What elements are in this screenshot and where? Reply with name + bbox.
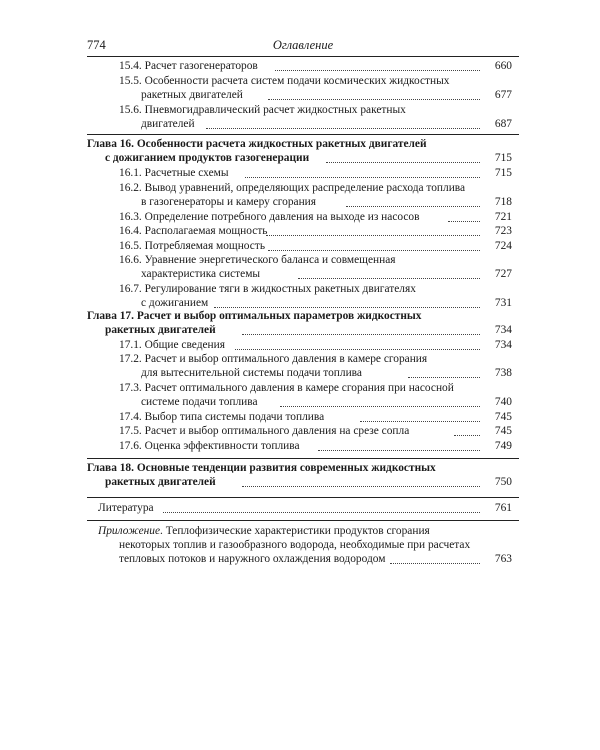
- header-rule: [87, 56, 519, 57]
- toc-page: 734: [494, 339, 512, 351]
- leader-dots: [242, 334, 480, 335]
- toc-chapter-18-cont: ракетных двигателей: [105, 476, 216, 488]
- toc-entry-17-4: 17.4. Выбор типа системы подачи топлива: [119, 411, 325, 423]
- toc-page: 724: [494, 240, 512, 252]
- toc-entry-15-5: 15.5. Особенности расчета систем подачи космических жидкостных: [119, 75, 450, 87]
- toc-appendix: [98, 524, 430, 538]
- running-header: [87, 38, 519, 54]
- leader-dots: [214, 307, 480, 308]
- toc-chapter-16: Глава 16. Особенности расчета жидкостных ракетных двигателей: [87, 138, 427, 150]
- leader-dots: [235, 349, 480, 350]
- toc-page: 745: [494, 411, 512, 423]
- leader-dots: [268, 250, 480, 251]
- toc-entry-16-5: 16.5. Потребляемая мощность: [119, 240, 266, 252]
- section-separator: [87, 458, 519, 459]
- toc-entry-17-3: 17.3. Расчет оптимального давления в камере сгорания при насосной: [119, 382, 454, 394]
- leader-dots: [318, 450, 480, 451]
- toc-page: 761: [494, 502, 512, 514]
- toc-entry-15-4: 15.4. Расчет газогенераторов: [119, 60, 258, 72]
- toc-literature: Литература: [98, 502, 154, 514]
- toc-page: 745: [494, 425, 512, 437]
- toc-entry-16-7: 16.7. Регулирование тяги в жидкостных ракетных двигателях: [119, 283, 416, 295]
- toc-page: 718: [494, 196, 512, 208]
- toc-entry-16-7-cont: с дожиганием: [141, 297, 209, 309]
- toc-page: 740: [494, 396, 512, 408]
- leader-dots: [206, 128, 480, 129]
- toc-entry-17-1: 17.1. Общие сведения: [119, 339, 225, 351]
- toc-page: 660: [494, 60, 512, 72]
- toc-entry-17-2: 17.2. Расчет и выбор оптимального давления в камере сгорания: [119, 353, 428, 365]
- leader-dots: [242, 486, 480, 487]
- appendix-title: . Теплофизические характеристики продуктов сгорания: [160, 525, 430, 537]
- toc-page: 750: [494, 476, 512, 488]
- leader-dots: [360, 421, 480, 422]
- toc-entry-16-6: 16.6. Уравнение энергетического баланса и совмещенная: [119, 254, 396, 266]
- toc-page: 734: [494, 324, 512, 336]
- section-separator: [87, 520, 519, 521]
- toc-page: 727: [494, 268, 512, 280]
- leader-dots: [275, 70, 480, 71]
- toc-chapter-17: Глава 17. Расчет и выбор оптимальных параметров жидкостных: [87, 310, 422, 322]
- leader-dots: [163, 512, 480, 513]
- leader-dots: [266, 235, 480, 236]
- toc-entry-17-3-cont: системе подачи топлива: [141, 396, 258, 408]
- toc-page: 738: [494, 367, 512, 379]
- toc-entry-17-5: 17.5. Расчет и выбор оптимального давления на срезе сопла: [119, 425, 410, 437]
- toc-page: 687: [494, 118, 512, 130]
- toc-page: 721: [494, 211, 512, 223]
- toc-entry-15-6: 15.6. Пневмогидравлический расчет жидкостных ракетных: [119, 104, 406, 116]
- toc-entry-15-5-cont: ракетных двигателей: [141, 89, 243, 101]
- toc-page: 715: [494, 152, 512, 164]
- toc-page: 677: [494, 89, 512, 101]
- toc-chapter-18: Глава 18. Основные тенденции развития современных жидкостных: [87, 462, 436, 474]
- leader-dots: [346, 206, 480, 207]
- leader-dots: [268, 99, 480, 100]
- toc-entry-16-2: 16.2. Вывод уравнений, определяющих распределение расхода топлива: [119, 182, 466, 194]
- toc-entry-16-6-cont: характеристика системы: [141, 268, 261, 280]
- section-separator: [87, 134, 519, 135]
- toc-chapter-16-cont: с дожиганием продуктов газогенерации: [105, 152, 310, 164]
- toc-appendix-cont2: тепловых потоков и наружного охлаждения водородом: [119, 553, 386, 565]
- toc-entry-16-1: 16.1. Расчетные схемы: [119, 167, 229, 179]
- toc-page: 723: [494, 225, 512, 237]
- toc-page: 715: [494, 167, 512, 179]
- section-separator: [87, 497, 519, 498]
- toc-chapter-17-cont: ракетных двигателей: [105, 324, 216, 336]
- page-number: 774: [87, 38, 106, 52]
- running-title: Оглавление: [272, 38, 334, 52]
- toc-entry-17-6: 17.6. Оценка эффективности топлива: [119, 440, 300, 452]
- appendix-label: Приложение: [98, 525, 161, 537]
- toc-page: 749: [494, 440, 512, 452]
- leader-dots: [245, 177, 480, 178]
- toc-entry-15-6-cont: двигателей: [141, 118, 195, 130]
- toc-entry-16-4: 16.4. Располагаемая мощность: [119, 225, 268, 237]
- toc-entry-16-2-cont: в газогенераторы и камеру сгорания: [141, 196, 317, 208]
- toc-entry-17-2-cont: для вытеснительной системы подачи топлива: [141, 367, 362, 379]
- leader-dots: [280, 406, 480, 407]
- toc-page: 731: [494, 297, 512, 309]
- leader-dots: [298, 278, 480, 279]
- leader-dots: [326, 162, 480, 163]
- leader-dots: [390, 563, 480, 564]
- toc-page: 763: [494, 553, 512, 565]
- toc-entry-16-3: 16.3. Определение потребного давления на выходе из насосов: [119, 211, 420, 223]
- toc-appendix-cont: некоторых топлив и газообразного водорода, необходимые при расчетах: [119, 539, 471, 551]
- leader-dots: [408, 377, 480, 378]
